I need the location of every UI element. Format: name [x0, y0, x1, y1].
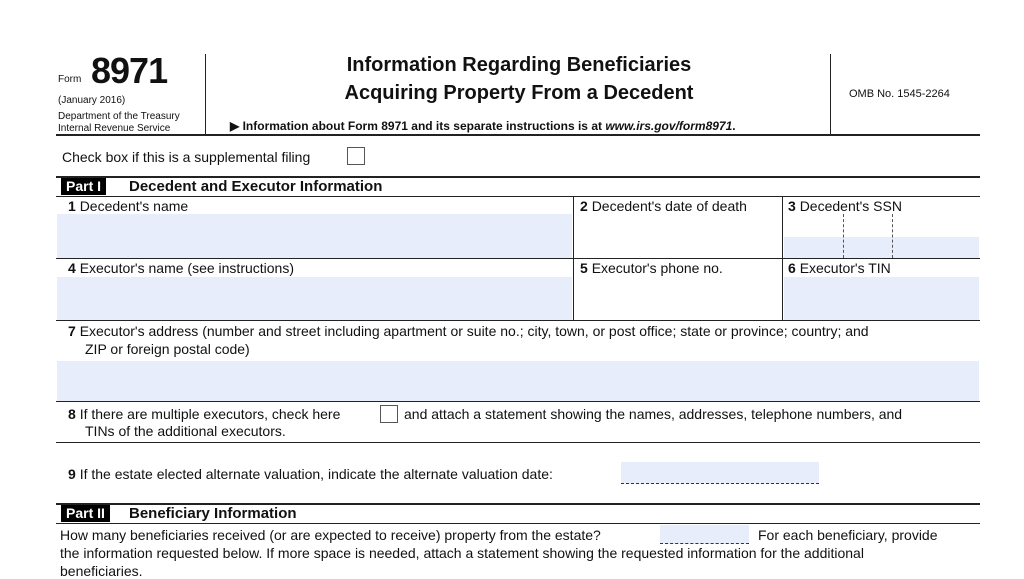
part2-title: Beneficiary Information [129, 505, 297, 522]
form-title-line1: Information Regarding Beneficiaries [346, 54, 692, 76]
part2-text-line3: beneficiaries. [60, 563, 143, 579]
agency-name: Internal Revenue Service [58, 123, 171, 134]
part2-text-line1-after: For each beneficiary, provide [758, 527, 938, 543]
part2-label: Part II [61, 505, 110, 522]
executor-address-input[interactable] [57, 361, 979, 401]
executor-tin-input[interactable] [784, 277, 979, 320]
field-7-label-line2: ZIP or foreign postal code) [85, 341, 250, 357]
omb-number: OMB No. 1545-2264 [849, 88, 950, 100]
field-8-text-after: and attach a statement showing the names, addresses, telephone numbers, and [404, 406, 903, 422]
part2-text-line1: How many beneficiaries received (or are expected to receive) property from the estate? [60, 527, 601, 543]
field-8-label: 8 If there are multiple executors, check here [68, 406, 341, 422]
field-6-label: 6 Executor's TIN [788, 260, 891, 276]
multiple-executors-checkbox[interactable] [380, 405, 398, 423]
supplemental-checkbox[interactable] [347, 147, 365, 165]
form-prefix: Form [58, 74, 82, 85]
field-7-label: 7 Executor's address (number and street including apartment or suite no.; city, town, or post office; state or province; country; and [68, 323, 869, 339]
field-4-label: 4 Executor's name (see instructions) [68, 260, 295, 276]
field-8-text-line2: TINs of the additional executors. [85, 423, 286, 439]
field-2-label: 2 Decedent's date of death [580, 198, 747, 214]
field-5-label: 5 Executor's phone no. [580, 260, 723, 276]
department-name: Department of the Treasury [58, 111, 180, 122]
part2-text-line2: the information requested below. If more space is needed, attach a statement showing the requested information for the additional [60, 545, 864, 561]
alternate-valuation-date-input[interactable] [621, 462, 819, 484]
part1-label: Part I [61, 178, 106, 195]
executor-name-input[interactable] [57, 277, 572, 320]
instructions-link[interactable]: www.irs.gov/form8971 [605, 119, 733, 133]
instructions-info: ▶ Information about Form 8971 and its separate instructions is at www.irs.gov/form8971. [230, 119, 736, 133]
field-3-label: 3 Decedent's SSN [788, 198, 902, 214]
arrow-icon: ▶ [230, 119, 240, 133]
form-revision: (January 2016) [58, 95, 126, 106]
decedent-ssn-input[interactable] [784, 237, 979, 258]
form-number: 8971 [91, 50, 168, 91]
part1-title: Decedent and Executor Information [129, 178, 383, 195]
form-title-line2: Acquiring Property From a Decedent [344, 82, 694, 104]
field-1-label: 1 Decedent's name [68, 198, 189, 214]
supplemental-label: Check box if this is a supplemental filing [62, 149, 311, 165]
decedent-name-input[interactable] [57, 214, 572, 258]
field-9-label: 9 If the estate elected alternate valuation, indicate the alternate valuation date: [68, 466, 553, 482]
beneficiary-count-input[interactable] [660, 525, 749, 544]
instructions-text: Information about Form 8971 and its separate instructions is at [242, 119, 606, 133]
